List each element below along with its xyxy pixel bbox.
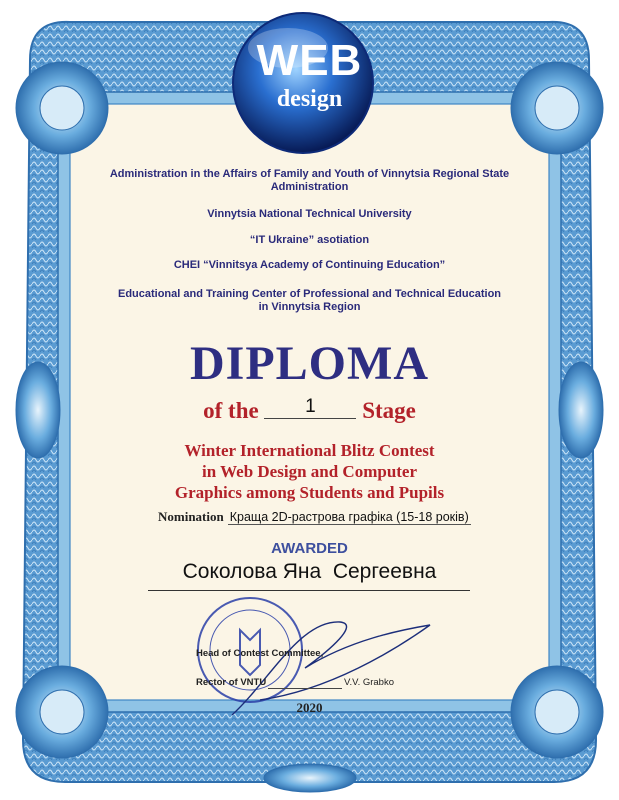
org-line-1: Administration in the Affairs of Family and Youth of Vinnytsia Regional State xyxy=(109,168,510,180)
committee-label: Head of Contest Committee, xyxy=(196,648,324,659)
org-line-2: Administration xyxy=(270,181,349,193)
awarded-label: AWARDED xyxy=(271,540,348,557)
rector-label: Rector of VNTU xyxy=(196,677,267,688)
stage-value: 1 xyxy=(264,396,356,419)
org-line-6: Educational and Training Center of Professional and Technical Education xyxy=(117,288,502,300)
nomination-row xyxy=(158,508,518,526)
signature-line xyxy=(268,688,342,689)
award-year: 2020 xyxy=(296,700,323,715)
stage-prefix: of the xyxy=(203,398,259,423)
contest-line-1: Winter International Blitz Contest xyxy=(184,441,435,460)
stage-line xyxy=(0,398,619,425)
logo-word-web: WEB xyxy=(256,36,363,85)
contest-line-3: Graphics among Students and Pupils xyxy=(174,483,445,502)
org-line-3: Vinnytsia National Technical University xyxy=(207,208,412,220)
recipient-name: Соколова Яна Сергеевна xyxy=(182,560,437,583)
org-line-7: in Vinnytsia Region xyxy=(258,301,361,313)
org-line-5: CHEI “Vinnitsya Academy of Continuing Education” xyxy=(173,259,446,271)
org-line-4: “IT Ukraine” asotiation xyxy=(249,234,370,246)
signer-name: V.V. Grabko xyxy=(344,677,395,688)
contest-line-2: in Web Design and Computer xyxy=(201,462,418,481)
diploma-title: DIPLOMA xyxy=(190,337,429,390)
nomination-label: Nomination xyxy=(158,509,224,524)
name-underline xyxy=(148,590,470,591)
stage-suffix: Stage xyxy=(362,398,416,423)
logo-word-design: design xyxy=(276,86,343,112)
nomination-value: Краща 2D-растрова графіка (15-18 років) xyxy=(229,510,469,524)
